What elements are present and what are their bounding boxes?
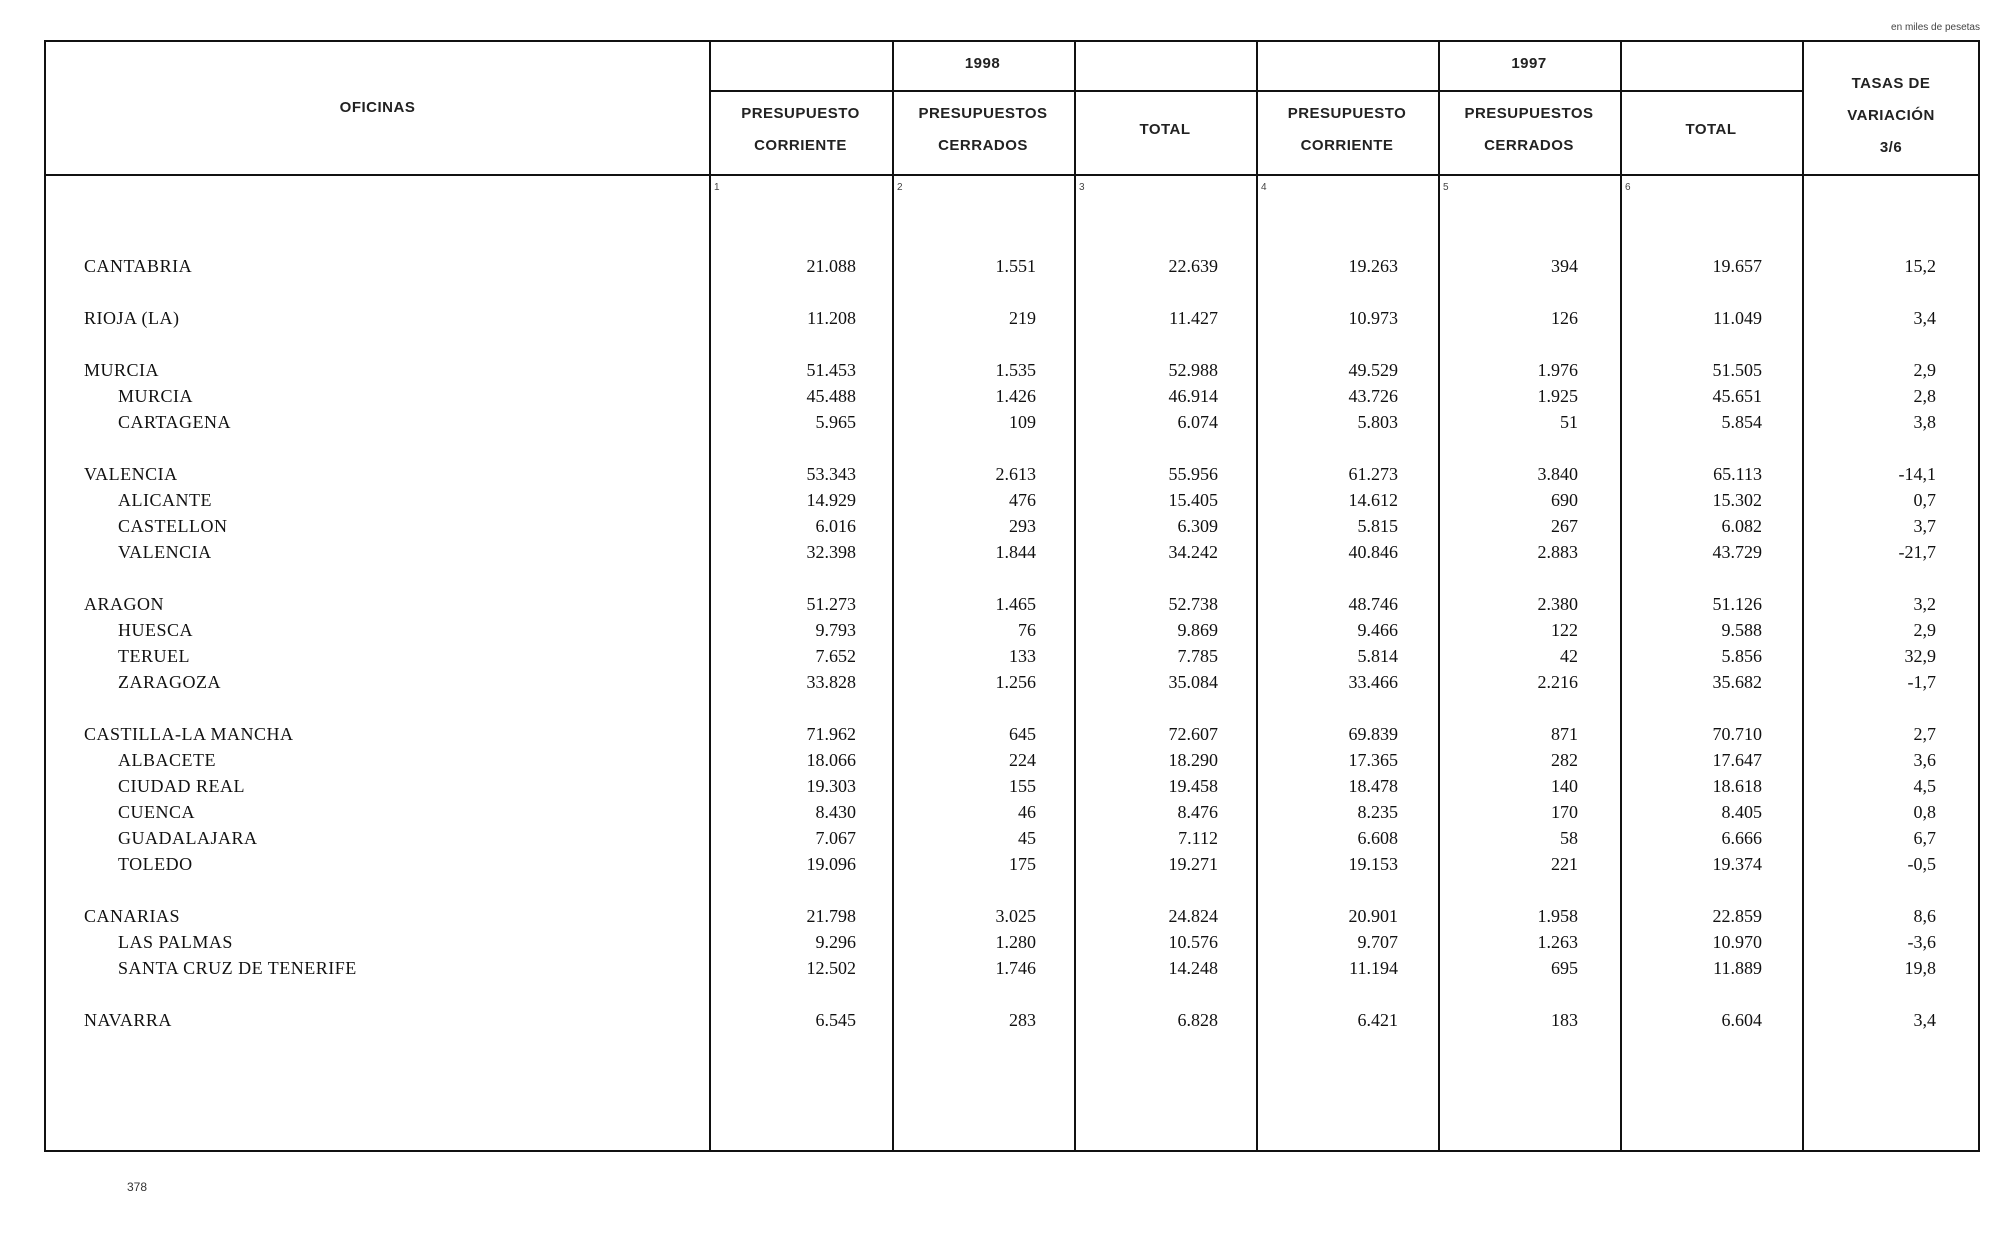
table-row <box>46 774 1982 798</box>
table-cell: 45.651 <box>1712 386 1762 406</box>
units-note: en miles de pesetas <box>1891 22 1980 33</box>
table-cell: 40.846 <box>1348 542 1398 562</box>
table-cell: 43.729 <box>1712 542 1762 562</box>
office-name: TOLEDO <box>118 854 193 874</box>
table-cell: 695 <box>1551 958 1578 978</box>
table-row <box>46 358 1982 382</box>
table-cell: 17.365 <box>1348 750 1398 770</box>
table-cell: 3,4 <box>1913 308 1936 328</box>
table-cell: 293 <box>1009 516 1036 536</box>
table-row <box>46 1008 1982 1032</box>
table-cell: 1.925 <box>1537 386 1578 406</box>
table-row <box>46 462 1982 486</box>
table-cell: 2,9 <box>1913 360 1936 380</box>
table-cell: 58 <box>1560 828 1578 848</box>
table-cell: 5.965 <box>815 412 856 432</box>
table-row <box>46 644 1982 668</box>
table-cell: 17.647 <box>1712 750 1762 770</box>
table-cell: 6,7 <box>1913 828 1936 848</box>
table-cell: 42 <box>1560 646 1578 666</box>
column-number: 4 <box>1261 182 1267 193</box>
table-cell: 11.194 <box>1349 958 1398 978</box>
table-cell: -21,7 <box>1898 542 1936 562</box>
table-cell: -14,1 <box>1898 464 1936 484</box>
table-cell: 122 <box>1551 620 1578 640</box>
table-cell: 2.216 <box>1537 672 1578 692</box>
table-cell: 5.856 <box>1721 646 1762 666</box>
table-cell: 33.466 <box>1348 672 1398 692</box>
table-cell: 35.084 <box>1168 672 1218 692</box>
header-tasas-variacion: TASAS DE VARIACIÓN 3/6 <box>1847 75 1935 156</box>
table-cell: 24.824 <box>1168 906 1218 926</box>
table-cell: 19.096 <box>806 854 856 874</box>
table-cell: 15.302 <box>1712 490 1762 510</box>
table-cell: 221 <box>1551 854 1578 874</box>
header-total-1997: TOTAL <box>1685 121 1737 138</box>
table-cell: 21.798 <box>806 906 856 926</box>
table-cell: 10.576 <box>1168 932 1218 952</box>
table-cell: 109 <box>1009 412 1036 432</box>
table-cell: 21.088 <box>806 256 856 276</box>
table-cell: 7.067 <box>815 828 856 848</box>
table-cell: 219 <box>1009 308 1036 328</box>
table-cell: 69.839 <box>1348 724 1398 744</box>
table-cell: 5.803 <box>1357 412 1398 432</box>
table-cell: 14.248 <box>1168 958 1218 978</box>
office-name: CASTELLON <box>118 516 228 536</box>
table-cell: 7.652 <box>815 646 856 666</box>
table-cell: 10.973 <box>1348 308 1398 328</box>
office-name: NAVARRA <box>84 1010 172 1030</box>
table-cell: 0,7 <box>1913 490 1936 510</box>
header-pres-corriente-1997: PRESUPUESTO CORRIENTE <box>1287 105 1407 154</box>
table-cell: 19.458 <box>1168 776 1218 796</box>
table-cell: 175 <box>1009 854 1036 874</box>
table-row <box>46 306 1982 330</box>
header-pres-corriente-1998: PRESUPUESTO CORRIENTE <box>741 105 860 154</box>
table-cell: 6.309 <box>1177 516 1218 536</box>
table-cell: 51.453 <box>806 360 856 380</box>
table-cell: 14.612 <box>1348 490 1398 510</box>
table-cell: 19.263 <box>1348 256 1398 276</box>
table-cell: 51.273 <box>806 594 856 614</box>
table-cell: 1.256 <box>995 672 1036 692</box>
table-cell: 126 <box>1551 308 1578 328</box>
table-cell: 7.112 <box>1178 828 1218 848</box>
table-cell: 19,8 <box>1904 958 1936 978</box>
table-cell: 7.785 <box>1177 646 1218 666</box>
table-cell: 183 <box>1551 1010 1578 1030</box>
table-row <box>46 540 1982 564</box>
office-name: SANTA CRUZ DE TENERIFE <box>118 958 357 978</box>
table-cell: 1.426 <box>995 386 1036 406</box>
table-cell: 6.545 <box>815 1010 856 1030</box>
table-cell: 155 <box>1009 776 1036 796</box>
table-row <box>46 956 1982 980</box>
header-year-1998: 1998 <box>964 55 1001 72</box>
table-cell: 72.607 <box>1168 724 1218 744</box>
office-name: GUADALAJARA <box>118 828 258 848</box>
office-name: ARAGON <box>84 594 165 614</box>
table-row <box>46 618 1982 642</box>
office-name: HUESCA <box>118 620 194 640</box>
table-cell: 76 <box>1018 620 1036 640</box>
table-cell: 283 <box>1009 1010 1036 1030</box>
table-cell: 12.502 <box>806 958 856 978</box>
office-name: ALICANTE <box>118 490 212 510</box>
table-cell: 51 <box>1560 412 1578 432</box>
table-cell: 8.430 <box>815 802 856 822</box>
table-cell: 476 <box>1009 490 1036 510</box>
table-row <box>46 254 1982 278</box>
table-cell: 18.066 <box>806 750 856 770</box>
table-cell: 3,7 <box>1913 516 1936 536</box>
column-number: 3 <box>1079 182 1085 193</box>
table-cell: 5.815 <box>1357 516 1398 536</box>
table-cell: 6.604 <box>1721 1010 1762 1030</box>
column-number: 5 <box>1443 182 1449 193</box>
office-name: MURCIA <box>118 386 194 406</box>
table-row <box>46 722 1982 746</box>
table-cell: -1,7 <box>1907 672 1936 692</box>
table-cell: 1.844 <box>995 542 1036 562</box>
table-cell: 45.488 <box>806 386 856 406</box>
table-cell: 282 <box>1551 750 1578 770</box>
table-cell: 2.613 <box>995 464 1036 484</box>
table-row <box>46 488 1982 512</box>
table-cell: 8.235 <box>1357 802 1398 822</box>
table-cell: 19.303 <box>806 776 856 796</box>
table-cell: 1.535 <box>995 360 1036 380</box>
header-bottom-line <box>46 174 1980 176</box>
table-cell: 71.962 <box>806 724 856 744</box>
table-cell: 224 <box>1009 750 1036 770</box>
table-row <box>46 670 1982 694</box>
table-cell: 9.869 <box>1177 620 1218 640</box>
table-cell: 55.956 <box>1168 464 1218 484</box>
table-cell: 61.273 <box>1348 464 1398 484</box>
table-cell: 22.859 <box>1712 906 1762 926</box>
table-cell: 6.666 <box>1721 828 1762 848</box>
office-name: CUENCA <box>118 802 196 822</box>
table-cell: 3.840 <box>1537 464 1578 484</box>
table-cell: 6.082 <box>1721 516 1762 536</box>
table-cell: 2.380 <box>1537 594 1578 614</box>
table-cell: 35.682 <box>1712 672 1762 692</box>
table-cell: 8.476 <box>1177 802 1218 822</box>
table-row <box>46 384 1982 408</box>
table-cell: 53.343 <box>806 464 856 484</box>
table-cell: -3,6 <box>1907 932 1936 952</box>
table-cell: 394 <box>1551 256 1578 276</box>
office-name: RIOJA (LA) <box>84 308 180 328</box>
table-cell: 1.465 <box>995 594 1036 614</box>
table-cell: 9.296 <box>815 932 856 952</box>
table-cell: 690 <box>1551 490 1578 510</box>
office-name: CANARIAS <box>84 906 181 926</box>
header-year-1997: 1997 <box>1511 55 1547 72</box>
table-cell: 2,9 <box>1913 620 1936 640</box>
office-name: CASTILLA-LA MANCHA <box>84 724 294 744</box>
table-cell: 51.505 <box>1712 360 1762 380</box>
table-cell: 1.958 <box>1537 906 1578 926</box>
header-pres-cerrados-1998: PRESUPUESTOS CERRADOS <box>918 105 1048 154</box>
table-cell: 3,4 <box>1913 1010 1936 1030</box>
table-cell: 6.074 <box>1177 412 1218 432</box>
table-cell: 1.976 <box>1537 360 1578 380</box>
table-row <box>46 592 1982 616</box>
table-row <box>46 904 1982 928</box>
table-row <box>46 930 1982 954</box>
table-cell: 140 <box>1551 776 1578 796</box>
table-cell: 133 <box>1009 646 1036 666</box>
table-cell: 10.970 <box>1712 932 1762 952</box>
table-cell: 48.746 <box>1348 594 1398 614</box>
table-cell: 32.398 <box>806 542 856 562</box>
table-cell: 1.263 <box>1537 932 1578 952</box>
table-cell: 6.608 <box>1357 828 1398 848</box>
table-cell: 19.271 <box>1168 854 1218 874</box>
table-cell: 3,6 <box>1913 750 1936 770</box>
table-cell: 43.726 <box>1348 386 1398 406</box>
table-cell: 5.854 <box>1721 412 1762 432</box>
table-row <box>46 748 1982 772</box>
table-cell: 0,8 <box>1913 802 1936 822</box>
table-cell: 18.290 <box>1168 750 1218 770</box>
column-number: 1 <box>714 182 720 193</box>
table-cell: 871 <box>1551 724 1578 744</box>
table-cell: 34.242 <box>1168 542 1218 562</box>
table-cell: 70.710 <box>1712 724 1762 744</box>
table-row <box>46 852 1982 876</box>
table-cell: 19.153 <box>1348 854 1398 874</box>
office-name: VALENCIA <box>118 542 212 562</box>
year-divider-line <box>709 90 1802 92</box>
office-name: ZARAGOZA <box>118 672 221 692</box>
table-cell: 33.828 <box>806 672 856 692</box>
office-name: ALBACETE <box>118 750 216 770</box>
table-row <box>46 410 1982 434</box>
table-cell: 1.280 <box>995 932 1036 952</box>
header-total-1998: TOTAL <box>1139 121 1191 138</box>
office-name: VALENCIA <box>84 464 178 484</box>
table-row <box>46 514 1982 538</box>
table-cell: 3,8 <box>1913 412 1936 432</box>
table-cell: 49.529 <box>1348 360 1398 380</box>
budget-table <box>44 40 1980 1152</box>
table-row <box>46 800 1982 824</box>
table-cell: 18.478 <box>1348 776 1398 796</box>
table-cell: 52.738 <box>1168 594 1218 614</box>
table-cell: 3,2 <box>1913 594 1936 614</box>
table-cell: 46.914 <box>1168 386 1218 406</box>
table-cell: 15.405 <box>1168 490 1218 510</box>
table-cell: 3.025 <box>995 906 1036 926</box>
office-name: CANTABRIA <box>84 256 193 276</box>
table-cell: 11.208 <box>807 308 856 328</box>
table-cell: 9.793 <box>815 620 856 640</box>
table-cell: 4,5 <box>1913 776 1936 796</box>
table-cell: 18.618 <box>1712 776 1762 796</box>
table-cell: 22.639 <box>1168 256 1218 276</box>
table-cell: 14.929 <box>806 490 856 510</box>
header-oficinas: OFICINAS <box>339 99 416 116</box>
column-number: 2 <box>897 182 903 193</box>
office-name: CARTAGENA <box>118 412 231 432</box>
office-name: LAS PALMAS <box>118 932 233 952</box>
page-number: 378 <box>127 1180 148 1194</box>
table-cell: 6.016 <box>815 516 856 536</box>
table-cell: 645 <box>1009 724 1036 744</box>
office-name: TERUEL <box>118 646 190 666</box>
table-cell: 11.049 <box>1713 308 1762 328</box>
table-cell: -0,5 <box>1907 854 1936 874</box>
table-cell: 19.657 <box>1712 256 1762 276</box>
table-cell: 9.466 <box>1357 620 1398 640</box>
table-cell: 1.551 <box>995 256 1036 276</box>
table-cell: 267 <box>1551 516 1578 536</box>
office-name: MURCIA <box>84 360 160 380</box>
table-cell: 8.405 <box>1721 802 1762 822</box>
table-cell: 9.588 <box>1721 620 1762 640</box>
table-cell: 45 <box>1018 828 1036 848</box>
table-cell: 9.707 <box>1357 932 1398 952</box>
table-cell: 6.828 <box>1177 1010 1218 1030</box>
table-cell: 51.126 <box>1712 594 1762 614</box>
table-cell: 5.814 <box>1357 646 1398 666</box>
table-cell: 11.889 <box>1713 958 1762 978</box>
table-cell: 32,9 <box>1904 646 1936 666</box>
table-cell: 19.374 <box>1712 854 1762 874</box>
table-cell: 15,2 <box>1904 256 1936 276</box>
table-cell: 20.901 <box>1348 906 1398 926</box>
table-cell: 2.883 <box>1537 542 1578 562</box>
table-cell: 52.988 <box>1168 360 1218 380</box>
table-cell: 65.113 <box>1713 464 1762 484</box>
table-cell: 11.427 <box>1169 308 1218 328</box>
table-cell: 170 <box>1551 802 1578 822</box>
table-cell: 2,8 <box>1913 386 1936 406</box>
table-cell: 2,7 <box>1913 724 1936 744</box>
table-cell: 1.746 <box>995 958 1036 978</box>
table-cell: 8,6 <box>1913 906 1936 926</box>
office-name: CIUDAD REAL <box>118 776 245 796</box>
table-cell: 46 <box>1018 802 1036 822</box>
table-cell: 6.421 <box>1357 1010 1398 1030</box>
column-number: 6 <box>1625 182 1631 193</box>
header-pres-cerrados-1997: PRESUPUESTOS CERRADOS <box>1464 105 1594 154</box>
table-row <box>46 826 1982 850</box>
